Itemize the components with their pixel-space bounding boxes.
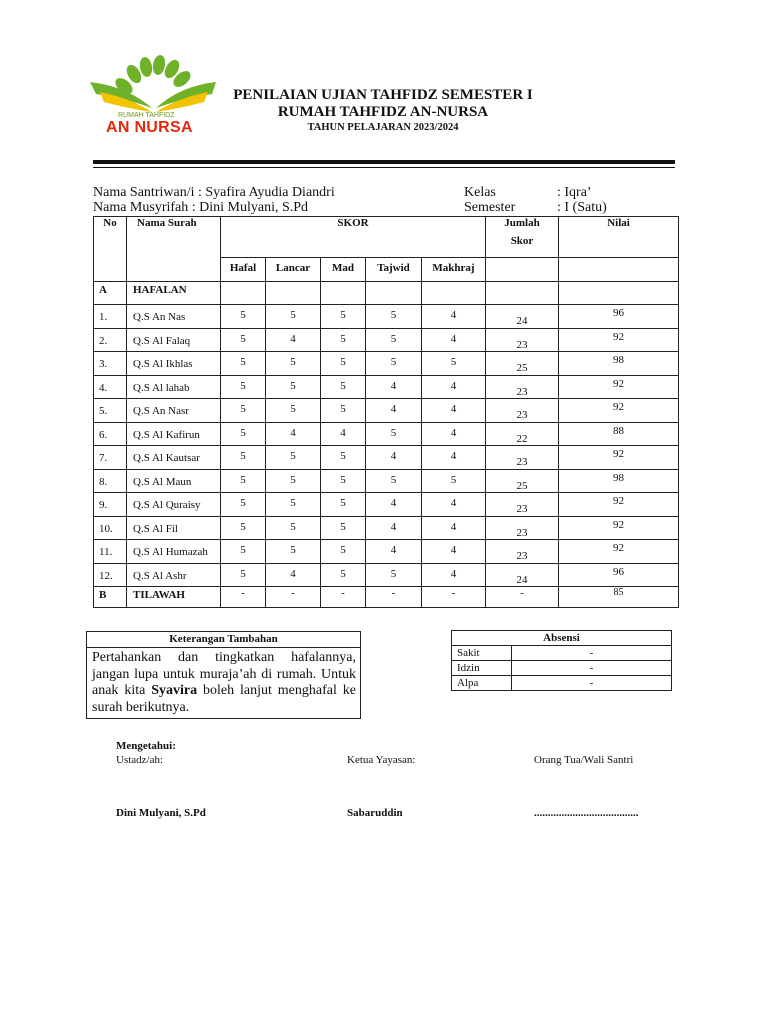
empty-cell	[221, 282, 266, 305]
signature-ketua: Sabaruddin	[347, 807, 403, 819]
row-tajwid: 4	[366, 516, 422, 540]
row-jumlah-skor: 25	[486, 469, 559, 493]
row-makhraj: 4	[422, 305, 486, 329]
header-jumlah: Jumlah	[504, 217, 540, 229]
row-nilai: 92	[559, 328, 679, 352]
row-jumlah-skor: 22	[486, 422, 559, 446]
row-makhraj: 4	[422, 516, 486, 540]
row-surah-name: Q.S Al Kafirun	[127, 422, 221, 446]
header-no: No	[94, 217, 127, 282]
table-row	[94, 469, 679, 493]
row-makhraj: 4	[422, 493, 486, 517]
table-row	[94, 399, 679, 423]
student-name: Nama Santriwan/i : Syafira Ayudia Diandri	[93, 185, 335, 200]
absensi-table	[451, 630, 672, 691]
tilawah-lancar: -	[266, 587, 321, 608]
logo-name: AN NURSA	[106, 119, 193, 136]
header-nama-surah: Nama Surah	[127, 217, 221, 282]
row-lancar: 5	[266, 493, 321, 517]
document-title: PENILAIAN UJIAN TAHFIDZ SEMESTER I	[233, 87, 533, 103]
row-makhraj: 5	[422, 469, 486, 493]
row-no: 11.	[94, 540, 127, 564]
empty-cell	[266, 282, 321, 305]
table-row	[94, 563, 679, 587]
row-mad: 5	[321, 469, 366, 493]
empty-cell	[366, 282, 422, 305]
surah-rows	[94, 305, 679, 587]
row-tajwid: 4	[366, 446, 422, 470]
row-mad: 5	[321, 493, 366, 517]
absensi-label-idzin: Idzin	[452, 661, 512, 676]
row-makhraj: 4	[422, 540, 486, 564]
row-hafal: 5	[221, 375, 266, 399]
semester-value: : I (Satu)	[557, 200, 607, 215]
header-nilai: Nilai	[559, 217, 679, 258]
table-row	[94, 328, 679, 352]
row-nilai: 92	[559, 540, 679, 564]
row-mad: 5	[321, 352, 366, 376]
row-surah-name: Q.S An Nasr	[127, 399, 221, 423]
kelas-label: Kelas	[464, 185, 496, 200]
row-makhraj: 4	[422, 563, 486, 587]
score-table	[93, 216, 679, 608]
row-jumlah-skor: 23	[486, 399, 559, 423]
row-hafal: 5	[221, 305, 266, 329]
row-mad: 5	[321, 563, 366, 587]
keterangan-text-1: Pertahankan dan tingkatkan hafalannya, jangan lupa untuk muraja’ah di rumah. Untuk anak kita	[92, 650, 356, 698]
row-jumlah-skor: 25	[486, 352, 559, 376]
row-makhraj: 4	[422, 328, 486, 352]
row-makhraj: 4	[422, 422, 486, 446]
header-makhraj: Makhraj	[422, 258, 486, 282]
row-jumlah-skor: 23	[486, 328, 559, 352]
logo-subtitle: RUMAH TAHFIDZ	[118, 112, 175, 119]
row-lancar: 5	[266, 305, 321, 329]
table-row	[94, 446, 679, 470]
row-mad: 5	[321, 375, 366, 399]
row-mad: 4	[321, 422, 366, 446]
empty-cell	[486, 282, 559, 305]
header-mad: Mad	[321, 258, 366, 282]
keterangan-text-2: boleh lanjut menghafal ke surah berikutnya.	[92, 683, 356, 715]
header-rule-thin	[93, 167, 675, 168]
row-jumlah-skor: 23	[486, 375, 559, 399]
kelas-value: : Iqra’	[557, 185, 592, 200]
row-hafal: 5	[221, 493, 266, 517]
row-no: 10.	[94, 516, 127, 540]
section-label: TILAWAH	[127, 587, 221, 608]
row-lancar: 5	[266, 469, 321, 493]
header-jumlah-skor	[486, 217, 559, 258]
row-mad: 5	[321, 516, 366, 540]
row-no: 3.	[94, 352, 127, 376]
section-row-tilawah	[94, 587, 679, 608]
tilawah-tajwid: -	[366, 587, 422, 608]
absensi-value-alpa: -	[512, 676, 672, 691]
row-lancar: 5	[266, 516, 321, 540]
row-surah-name: Q.S Al Ashr	[127, 563, 221, 587]
absensi-value-idzin: -	[512, 661, 672, 676]
header-tajwid: Tajwid	[366, 258, 422, 282]
tilawah-mad: -	[321, 587, 366, 608]
row-nilai: 98	[559, 352, 679, 376]
row-hafal: 5	[221, 328, 266, 352]
row-lancar: 4	[266, 422, 321, 446]
table-row	[94, 352, 679, 376]
row-surah-name: Q.S Al Humazah	[127, 540, 221, 564]
row-no: 8.	[94, 469, 127, 493]
row-nilai: 92	[559, 375, 679, 399]
table-row	[94, 422, 679, 446]
section-no: B	[94, 587, 127, 608]
row-hafal: 5	[221, 563, 266, 587]
row-surah-name: Q.S Al Quraisy	[127, 493, 221, 517]
absensi-label-alpa: Alpa	[452, 676, 512, 691]
empty-cell	[422, 282, 486, 305]
row-tajwid: 5	[366, 305, 422, 329]
academic-year: TAHUN PELAJARAN 2023/2024	[307, 122, 459, 133]
row-tajwid: 5	[366, 563, 422, 587]
row-nilai: 96	[559, 305, 679, 329]
row-hafal: 5	[221, 422, 266, 446]
row-mad: 5	[321, 540, 366, 564]
row-surah-name: Q.S Al Maun	[127, 469, 221, 493]
row-tajwid: 5	[366, 422, 422, 446]
row-hafal: 5	[221, 540, 266, 564]
musyrifah-name: Nama Musyrifah : Dini Mulyani, S.Pd	[93, 200, 309, 215]
row-tajwid: 5	[366, 469, 422, 493]
row-no: 7.	[94, 446, 127, 470]
row-jumlah-skor: 24	[486, 305, 559, 329]
row-no: 6.	[94, 422, 127, 446]
row-mad: 5	[321, 328, 366, 352]
row-nilai: 92	[559, 446, 679, 470]
institution-name: RUMAH TAHFIDZ AN-NURSA	[277, 104, 489, 120]
row-lancar: 5	[266, 352, 321, 376]
table-row	[94, 540, 679, 564]
section-row-hafalan	[94, 282, 679, 305]
row-hafal: 5	[221, 446, 266, 470]
row-surah-name: Q.S Al Falaq	[127, 328, 221, 352]
row-surah-name: Q.S An Nas	[127, 305, 221, 329]
row-no: 1.	[94, 305, 127, 329]
mengetahui-label: Mengetahui:	[116, 740, 176, 752]
row-surah-name: Q.S Al Ikhlas	[127, 352, 221, 376]
header-skor: SKOR	[221, 217, 486, 258]
row-mad: 5	[321, 399, 366, 423]
row-tajwid: 4	[366, 540, 422, 564]
signature-ortu-line: ......................................	[534, 807, 639, 819]
row-lancar: 4	[266, 328, 321, 352]
row-tajwid: 5	[366, 352, 422, 376]
empty-cell	[321, 282, 366, 305]
row-lancar: 5	[266, 446, 321, 470]
keterangan-title: Keterangan Tambahan	[86, 631, 361, 648]
row-lancar: 5	[266, 375, 321, 399]
header-empty	[486, 258, 559, 282]
row-hafal: 5	[221, 469, 266, 493]
row-lancar: 5	[266, 399, 321, 423]
header-rule-thick	[93, 160, 675, 164]
section-label: HAFALAN	[127, 282, 221, 305]
header-lancar: Lancar	[266, 258, 321, 282]
row-no: 5.	[94, 399, 127, 423]
row-nilai: 92	[559, 493, 679, 517]
row-nilai: 88	[559, 422, 679, 446]
absensi-label-sakit: Sakit	[452, 646, 512, 661]
keterangan-body	[86, 647, 361, 719]
tilawah-jumlah: -	[486, 587, 559, 608]
row-tajwid: 4	[366, 493, 422, 517]
ketua-label: Ketua Yayasan:	[347, 754, 416, 766]
row-nilai: 96	[559, 563, 679, 587]
signature-ustadz: Dini Mulyani, S.Pd	[116, 807, 206, 819]
row-surah-name: Q.S Al Fil	[127, 516, 221, 540]
empty-cell	[559, 282, 679, 305]
row-jumlah-skor: 23	[486, 493, 559, 517]
keterangan-student-name: Syavira	[151, 683, 198, 698]
row-surah-name: Q.S Al Kautsar	[127, 446, 221, 470]
table-row	[94, 305, 679, 329]
absensi-title: Absensi	[452, 631, 672, 646]
header-skor-2: Skor	[510, 235, 534, 247]
section-no: A	[94, 282, 127, 305]
table-row	[94, 516, 679, 540]
tilawah-nilai: 85	[559, 587, 679, 608]
ortu-label: Orang Tua/Wali Santri	[534, 754, 634, 766]
absensi-value-sakit: -	[512, 646, 672, 661]
row-surah-name: Q.S Al lahab	[127, 375, 221, 399]
row-hafal: 5	[221, 352, 266, 376]
row-nilai: 98	[559, 469, 679, 493]
tilawah-makhraj: -	[422, 587, 486, 608]
tilawah-hafal: -	[221, 587, 266, 608]
semester-label: Semester	[464, 200, 516, 215]
row-hafal: 5	[221, 516, 266, 540]
row-nilai: 92	[559, 516, 679, 540]
row-jumlah-skor: 24	[486, 563, 559, 587]
row-mad: 5	[321, 446, 366, 470]
table-row	[94, 375, 679, 399]
row-makhraj: 4	[422, 446, 486, 470]
row-makhraj: 4	[422, 399, 486, 423]
header-empty	[559, 258, 679, 282]
ustadz-label: Ustadz/ah:	[116, 754, 164, 766]
row-hafal: 5	[221, 399, 266, 423]
row-lancar: 5	[266, 540, 321, 564]
row-no: 4.	[94, 375, 127, 399]
header-hafal: Hafal	[221, 258, 266, 282]
row-no: 9.	[94, 493, 127, 517]
row-mad: 5	[321, 305, 366, 329]
row-tajwid: 4	[366, 399, 422, 423]
row-lancar: 4	[266, 563, 321, 587]
row-no: 2.	[94, 328, 127, 352]
row-jumlah-skor: 23	[486, 516, 559, 540]
row-no: 12.	[94, 563, 127, 587]
row-tajwid: 5	[366, 328, 422, 352]
row-nilai: 92	[559, 399, 679, 423]
row-makhraj: 5	[422, 352, 486, 376]
row-jumlah-skor: 23	[486, 446, 559, 470]
row-tajwid: 4	[366, 375, 422, 399]
row-makhraj: 4	[422, 375, 486, 399]
row-jumlah-skor: 23	[486, 540, 559, 564]
table-row	[94, 493, 679, 517]
